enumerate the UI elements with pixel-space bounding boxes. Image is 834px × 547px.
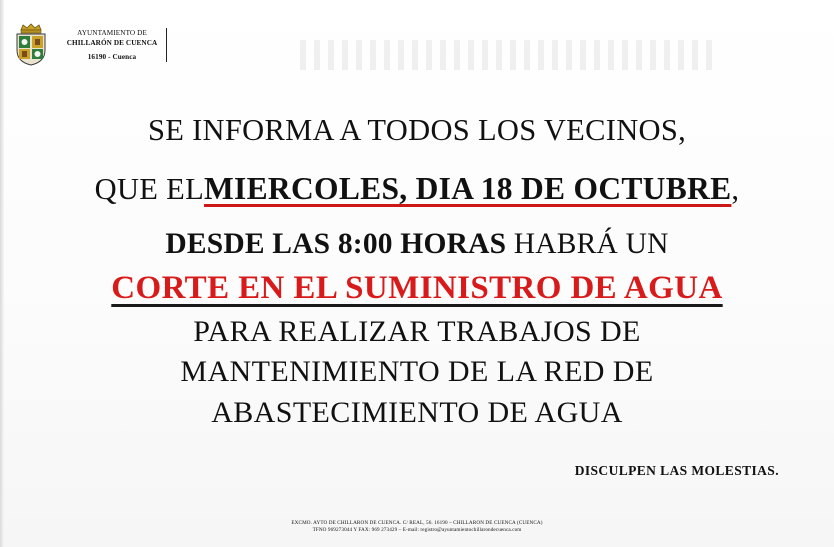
notice-line-4 bbox=[0, 270, 834, 307]
org-name-line1: AYUNTAMIENTO DE bbox=[77, 29, 147, 37]
coat-of-arms-icon bbox=[12, 22, 50, 66]
letterhead bbox=[12, 22, 164, 66]
notice-time: DESDE LAS 8:00 HORAS bbox=[165, 228, 507, 260]
postal-code: 16190 - Cuenca bbox=[87, 53, 137, 61]
notice-line-3-rest: HABRÁ UN bbox=[506, 228, 669, 260]
notice-date: MIERCOLES, DIA 18 DE OCTUBRE bbox=[204, 171, 732, 206]
org-name-line2: CHILLARÓN DE CUENCA bbox=[66, 39, 158, 47]
notice-line-1: SE INFORMA A TODOS LOS VECINOS, bbox=[147, 113, 687, 147]
notice-line-2-prefix: QUE EL bbox=[94, 172, 205, 206]
notice-line-2-suffix: , bbox=[731, 172, 740, 206]
notice-line-6: MANTENIMIENTO DE LA RED DE bbox=[180, 355, 654, 388]
footer-address bbox=[0, 520, 834, 534]
footer-line-1: EXCMO. AYTO DE CHILLARON DE CUENCA. C/ REAL, 56. 16190 – CHILLARON DE CUENCA (CUENCA) bbox=[291, 520, 543, 526]
closing-apology: DISCULPEN LAS MOLESTIAS. bbox=[574, 463, 779, 478]
notice-line-5: PARA REALIZAR TRABAJOS DE bbox=[193, 315, 641, 348]
bleed-through-texture bbox=[300, 40, 720, 70]
notice-line-3 bbox=[0, 228, 834, 261]
footer-line-2: TFNO 969273044 Y FAX: 969 273429 – E-mail: registro@ayuntamientochillarondecuenca.com bbox=[312, 527, 522, 533]
notice-line-2 bbox=[0, 171, 834, 207]
notice-headline: CORTE EN EL SUMINISTRO DE AGUA bbox=[111, 270, 723, 306]
letterhead-text bbox=[58, 28, 167, 62]
notice-line-7: ABASTECIMIENTO DE AGUA bbox=[211, 396, 623, 429]
